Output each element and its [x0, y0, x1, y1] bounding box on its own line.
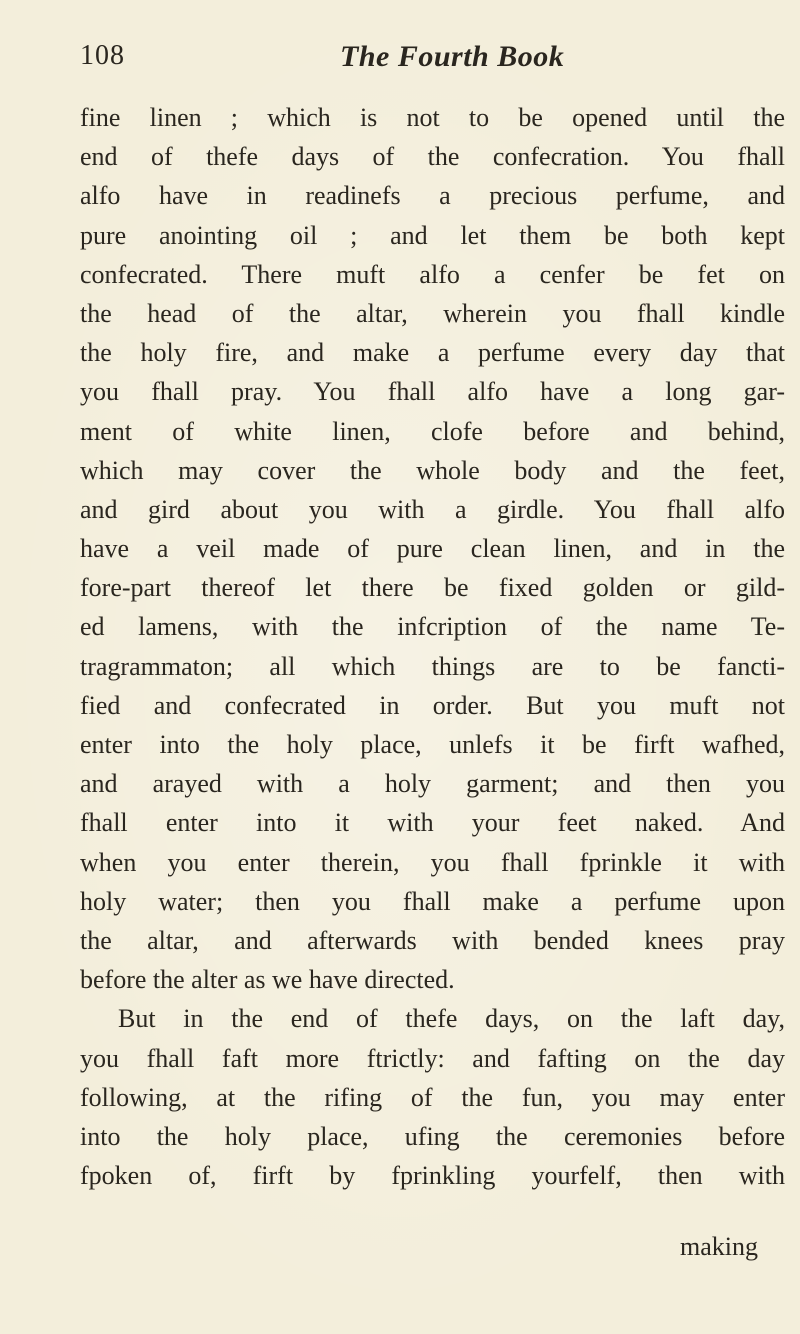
text-line-18: and arayed with a holy garment; and then you: [80, 769, 785, 799]
text-line-1: fine linen ; which is not to be opened until the: [80, 103, 785, 132]
page-header: [80, 40, 780, 90]
page-number: 108: [80, 40, 125, 71]
text-line-22: the altar, and afterwards with bended knees pray: [80, 925, 785, 955]
text-line-13: fore-part thereof let there be fixed golden or gild-: [80, 573, 785, 603]
running-head: The Fourth Book: [340, 40, 565, 73]
text-line-4: pure anointing oil ; and let them be both kept: [80, 220, 785, 250]
text-line-16: fied and confecrated in order. But you muft not: [80, 690, 785, 720]
text-line-11: and gird about you with a girdle. You fhall alfo: [80, 494, 785, 524]
text-line-12: have a veil made of pure clean linen, and in the: [80, 534, 785, 564]
text-line-19: fhall enter into it with your feet naked. And: [80, 808, 785, 838]
text-line-2: end of thefe days of the confecration. You fhall: [80, 142, 785, 172]
text-line-8: you fhall pray. You fhall alfo have a long gar-: [80, 377, 785, 407]
text-line-17: enter into the holy place, unlefs it be firft wafhed,: [80, 730, 785, 759]
text-line-21: holy water; then you fhall make a perfume upon: [80, 886, 785, 916]
text-line-5: confecrated. There muft alfo a cenfer be fet on: [80, 259, 785, 289]
text-line-3: alfo have in readinefs a precious perfume, and: [80, 181, 785, 211]
text-line-6: the head of the altar, wherein you fhall kindle: [80, 298, 785, 328]
text-line-20: when you enter therein, you fhall fprinkle it with: [80, 847, 785, 877]
body-text: [80, 98, 785, 1195]
text-line-25: you fhall faft more ftrictly: and fafting on the day: [80, 1043, 785, 1073]
text-line-28: fpoken of, firft by fprinkling yourfelf, then with: [80, 1161, 785, 1191]
text-line-7: the holy fire, and make a perfume every day that: [80, 338, 785, 368]
text-line-10: which may cover the whole body and the feet,: [80, 455, 785, 485]
text-line-27: into the holy place, ufing the ceremonies before: [80, 1121, 785, 1151]
text-line-23: before the alter as we have directed.: [80, 965, 455, 995]
text-line-15: tragrammaton; all which things are to be fancti-: [80, 651, 785, 681]
catchword: making: [680, 1232, 758, 1261]
text-line-9: ment of white linen, clofe before and behind,: [80, 416, 785, 446]
text-line-24: But in the end of thefe days, on the laft day,: [118, 1004, 785, 1034]
text-line-26: following, at the rifing of the fun, you may enter: [80, 1082, 785, 1112]
text-line-14: ed lamens, with the infcription of the name Te-: [80, 612, 785, 642]
